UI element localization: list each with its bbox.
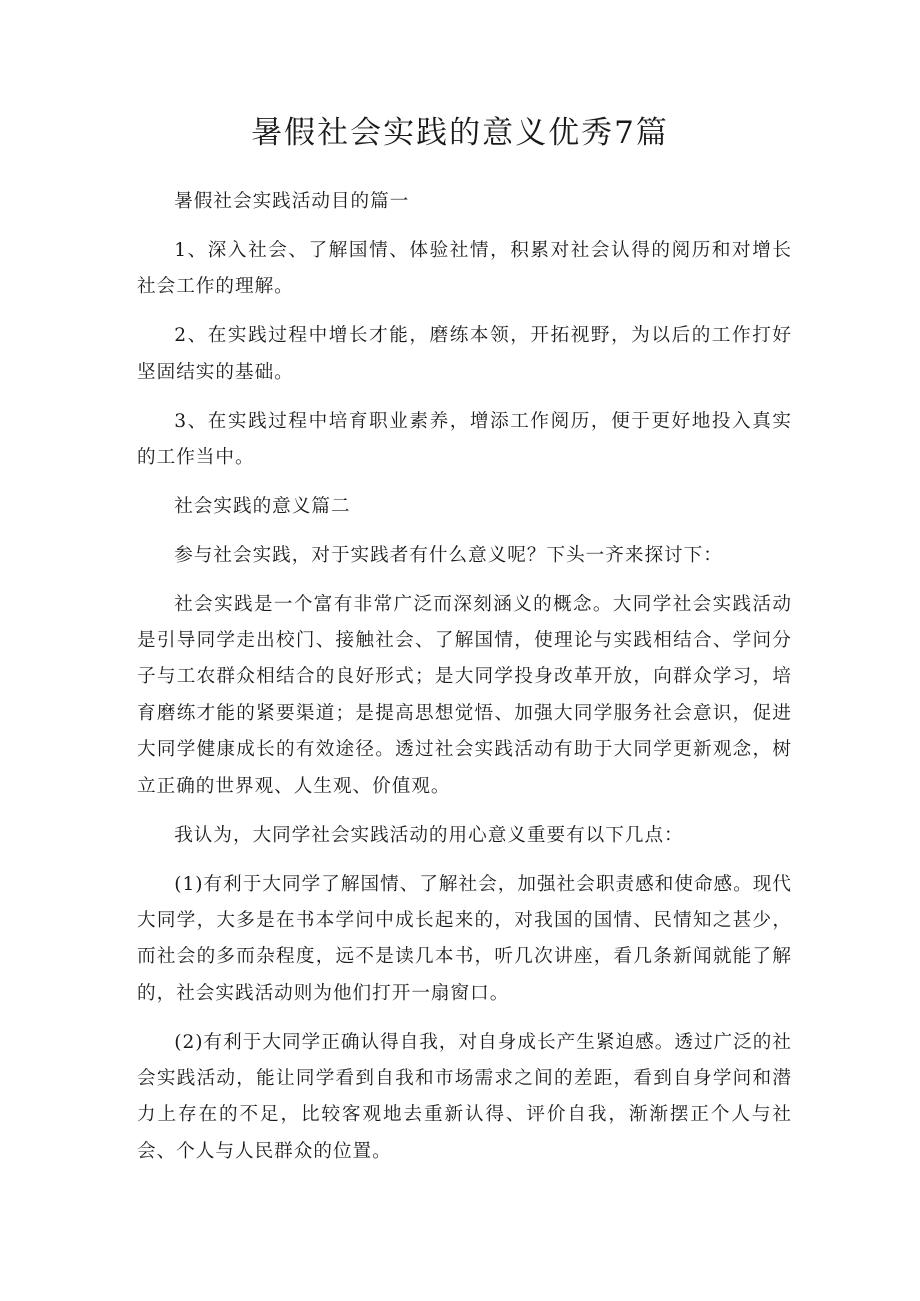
paragraph: (2)有利于大同学正确认得自我，对自身成长产生紧迫感。透过广泛的社会实践活动，能让同学看到自我和市场需求之间的差距，看到自身学问和潜力上存在的不足，比较客观地去重新认得、评价自我，渐渐摆正个人与社会、个人与人民群众的位置。 [137, 1031, 792, 1162]
section-heading: 社会实践的意义篇二 [174, 495, 351, 517]
paragraph: 1、深入社会、了解国情、体验社情，积累对社会认得的阅历和对增长社会工作的理解。 [137, 239, 792, 298]
section-heading: 暑假社会实践活动目的篇一 [174, 191, 410, 212]
paragraph: 我认为，大同学社会实践活动的用心意义重要有以下几点： [174, 824, 684, 846]
paragraph: 社会实践是一个富有非常广泛而深刻涵义的概念。大同学社会实践活动是引导同学走出校门、接触社会、了解国情，使理论与实践相结合、学问分子与工农群众相结合的良好形式；是大同学投身改革开放，向群众学习，培育磨练才能的紧要渠道；是提高思想觉悟、加强大同学服务社会意识，促进大同学健康成长的有效途径。透过社会实践活动有助于大同学更新观念，树立正确的世界观、人生观、价值观。 [137, 593, 792, 797]
paragraph: 参与社会实践，对于实践者有什么意义呢？下头一齐来探讨下： [174, 544, 723, 566]
document-body [137, 184, 792, 1183]
paragraph: (1)有利于大同学了解国情、了解社会，加强社会职责感和使命感。现代大同学，大多是在书本学问中成长起来的，对我国的国情、民情知之甚少，而社会的多而杂程度，远不是读几本书，听几次讲座，看几条新闻就能了解的，社会实践活动则为他们打开一扇窗口。 [137, 873, 792, 1004]
paragraph: 3、在实践过程中培育职业素养，增添工作阅历，便于更好地投入真实的工作当中。 [137, 410, 792, 468]
document-title: 暑假社会实践的意义优秀7篇 [251, 115, 669, 151]
paragraph: 2、在实践过程中增长才能，磨练本领，开拓视野，为以后的工作打好坚固结实的基础。 [137, 325, 792, 383]
